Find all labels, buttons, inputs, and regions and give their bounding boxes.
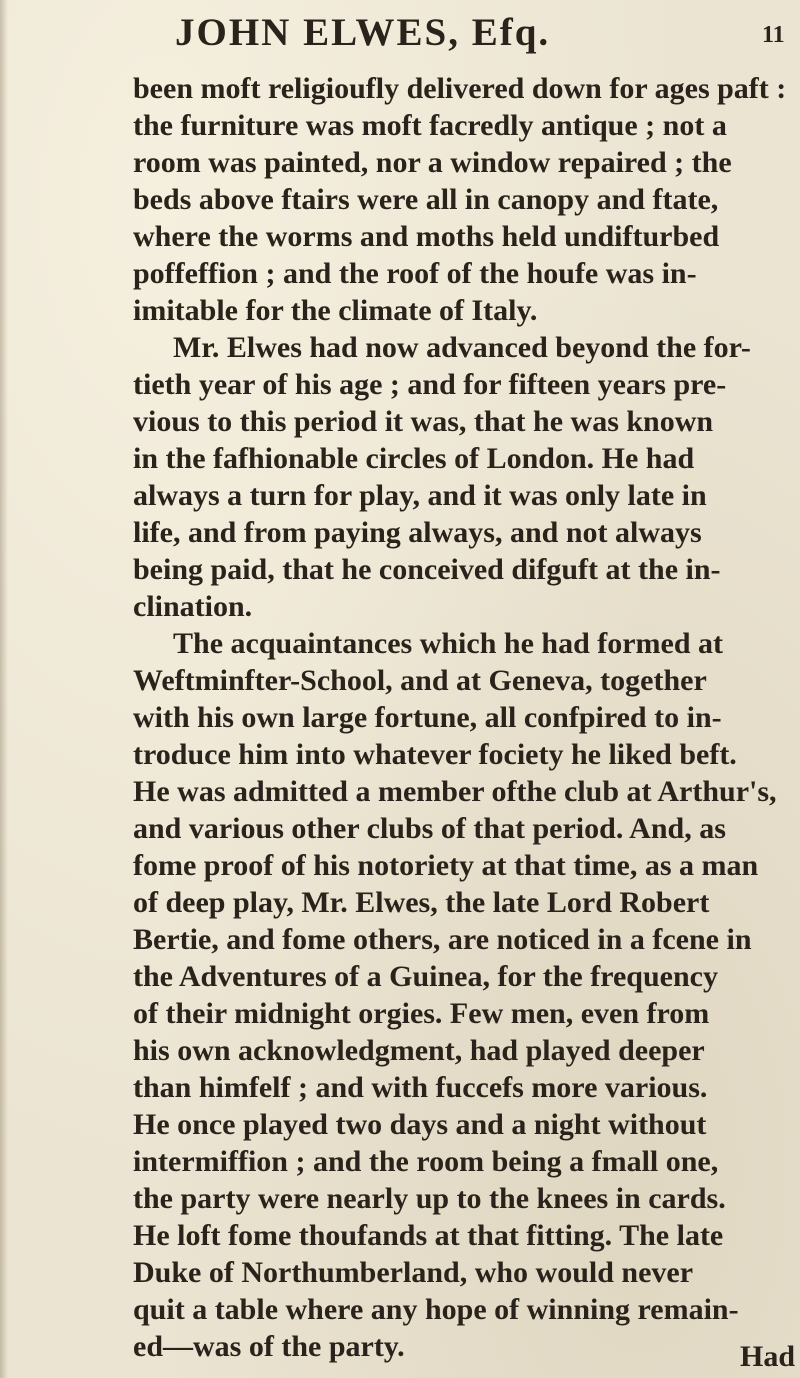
text-line: beds above ftairs were all in canopy and ftate,	[133, 183, 719, 216]
text-line: with his own large fortune, all confpired to in-	[133, 701, 722, 734]
text-line: where the worms and moths held undifturbed	[133, 220, 720, 253]
text-line: He was admitted a member ofthe club at Arthur's,	[133, 775, 777, 808]
text-line: room was painted, nor a window repaired ; the	[133, 146, 732, 179]
text-line: He once played two days and a night without	[133, 1108, 707, 1141]
text-line: He loft fome thoufands at that fitting. The late	[133, 1219, 724, 1252]
page-number: 11	[762, 22, 785, 48]
text-line: intermiffion ; and the room being a fmall one,	[133, 1145, 719, 1178]
text-line: vious to this period it was, that he was known	[133, 405, 714, 438]
text-line: been moft religioufly delivered down for ages paft :	[133, 72, 787, 105]
text-line: poffeffion ; and the roof of the houfe was in-	[133, 257, 697, 290]
text-line: his own acknowledgment, had played deeper	[133, 1034, 705, 1067]
text-line: quit a table where any hope of winning remain-	[133, 1293, 739, 1326]
text-line: the furniture was moft facredly antique ; not a	[133, 109, 727, 142]
text-line: tieth year of his age ; and for fifteen years pre-	[133, 368, 727, 401]
text-line: in the fafhionable circles of London. He had	[133, 442, 695, 475]
text-line: the Adventures of a Guinea, for the frequency	[133, 960, 718, 993]
catchword: Had	[740, 1340, 796, 1373]
text-line: Bertie, and fome others, are noticed in a fcene in	[133, 923, 752, 956]
text-line: The acquaintances which he had formed at	[173, 627, 724, 660]
running-title: JOHN ELWES, Efq.	[175, 11, 551, 54]
text-line: fome proof of his notoriety at that time, as a man	[133, 849, 759, 882]
page-header	[0, 8, 800, 64]
text-line: being paid, that he conceived difguft at the in-	[133, 553, 721, 586]
text-line: Mr. Elwes had now advanced beyond the for-	[173, 331, 751, 364]
text-line: of their midnight orgies. Few men, even from	[133, 997, 710, 1030]
text-line: Weftminfter-School, and at Geneva, together	[133, 664, 707, 697]
text-line: the party were nearly up to the knees in cards.	[133, 1182, 726, 1215]
text-line: ed—was of the party.	[133, 1330, 405, 1363]
text-line: of deep play, Mr. Elwes, the late Lord Robert	[133, 886, 710, 919]
text-line: clination.	[133, 590, 253, 623]
page-edge-shadow	[0, 0, 8, 1378]
text-line: imitable for the climate of Italy.	[133, 294, 538, 327]
text-line: troduce him into whatever fociety he liked beft.	[133, 738, 737, 771]
text-line: and various other clubs of that period. And, as	[133, 812, 726, 845]
text-line: Duke of Northumberland, who would never	[133, 1256, 694, 1289]
text-line: life, and from paying always, and not always	[133, 516, 702, 549]
text-line: than himfelf ; and with fuccefs more various.	[133, 1071, 708, 1104]
text-line: always a turn for play, and it was only late in	[133, 479, 707, 512]
